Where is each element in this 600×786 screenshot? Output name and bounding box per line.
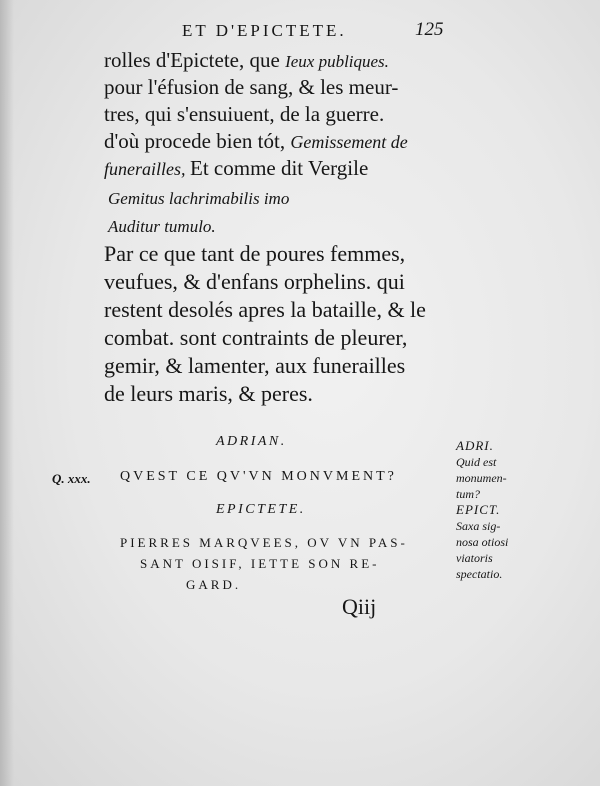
body-line-11: [104, 325, 407, 351]
body-line-1: [104, 47, 389, 75]
body-line-6: [108, 186, 289, 212]
margin-note-line: spectatio.: [456, 567, 503, 581]
body-line-10: [104, 297, 426, 323]
body-line-7: [108, 214, 216, 240]
body-text: tres, qui s'ensuiuent, de la guerre.: [104, 102, 385, 126]
margin-note-line: EPICT.: [456, 502, 501, 517]
body-text: Par ce que tant de poures femmes,: [104, 241, 406, 266]
body-text-italic: Ieux publiques.: [285, 52, 389, 71]
body-line-2: [104, 74, 398, 100]
body-text-italic: funerailles,: [104, 159, 190, 179]
margin-note-line: tum?: [456, 487, 480, 501]
answer-line-2: SANT OISIF, IETTE SON RE-: [140, 556, 380, 571]
body-line-4: [104, 128, 408, 155]
body-text: d'où procede bien tót,: [104, 129, 291, 153]
signature-mark: Qiij: [342, 594, 377, 619]
margin-note-line: viatoris: [456, 551, 493, 565]
body-line-12: [104, 353, 405, 379]
body-line-9: [104, 269, 405, 295]
body-line-13: [104, 381, 313, 407]
page-number: 125: [415, 19, 444, 40]
answer-line-3: GARD.: [186, 577, 242, 592]
margin-note-line: Saxa sig-: [456, 519, 501, 533]
body-text: restent desolés apres la bataille, & le: [104, 297, 426, 322]
body-text: pour l'éfusion de sang, & les meur-: [104, 75, 399, 99]
question-number: Q. xxx.: [52, 471, 91, 486]
margin-note-line: ADRI.: [456, 438, 494, 453]
body-text: rolles d'Epictete, que: [104, 48, 286, 72]
page-gutter-shadow: [0, 0, 14, 786]
speaker-adrian: ADRIAN.: [216, 434, 287, 449]
verse-line: Gemitus lachrimabilis imo: [108, 189, 290, 208]
body-text: Et comme dit Vergile: [190, 156, 369, 180]
body-line-8: [104, 241, 405, 267]
verse-line: Auditur tumulo.: [108, 217, 216, 236]
body-text: combat. sont contraints de pleurer,: [104, 325, 408, 350]
margin-note-line: monumen-: [456, 471, 507, 485]
speaker-epictete: EPICTETE.: [216, 502, 306, 517]
body-line-5: [104, 155, 368, 182]
body-text: gemir, & lamenter, aux funerailles: [104, 353, 406, 378]
body-text: veufues, & d'enfans orphelins. qui: [104, 269, 405, 294]
answer-line-1: PIERRES MARQVEES, OV VN PAS-: [120, 535, 408, 550]
running-header: ET D'EPICTETE.: [182, 21, 347, 40]
body-text: de leurs maris, & peres.: [104, 381, 313, 406]
margin-note-line: nosa otiosi: [456, 535, 509, 549]
body-text-italic: Gemissement de: [290, 132, 408, 152]
question-text: QVEST CE QV'VN MONVMENT?: [120, 469, 397, 484]
margin-note-line: Quid est: [456, 455, 497, 469]
body-line-3: [104, 101, 384, 127]
